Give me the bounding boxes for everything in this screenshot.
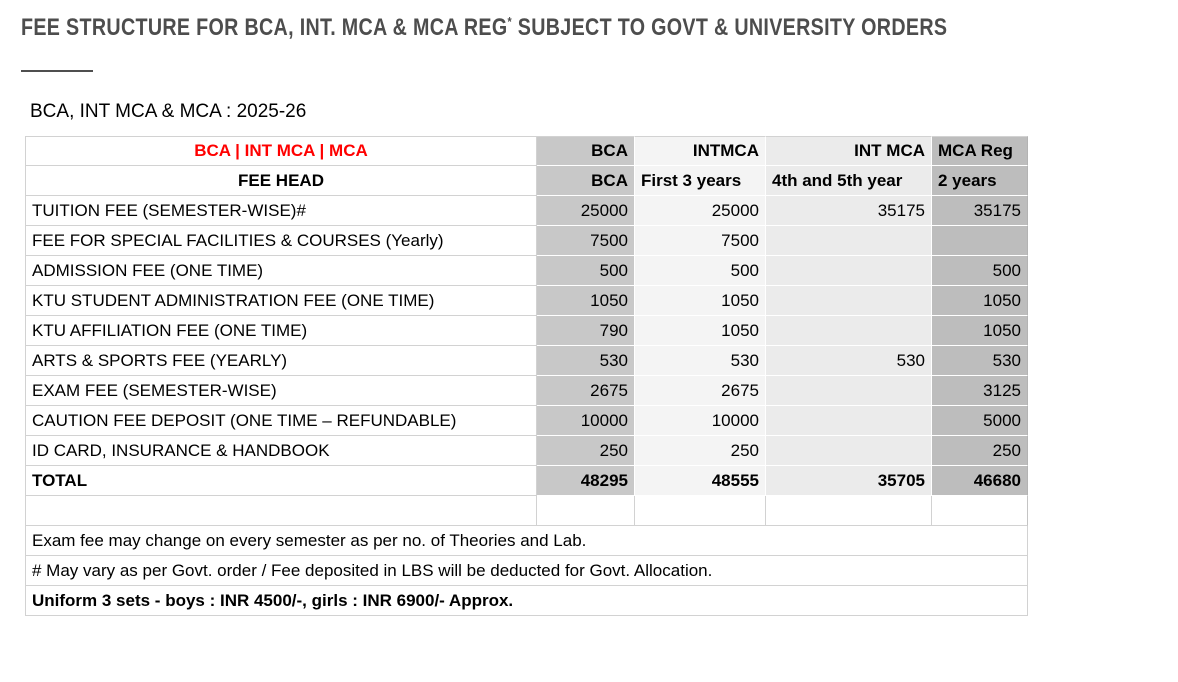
total-value-bca: 48295 [537, 466, 635, 496]
fee-value-cell: 530 [635, 346, 766, 376]
fee-value-cell: 7500 [635, 226, 766, 256]
fee-value-cell [766, 436, 932, 466]
page-title [21, 14, 947, 42]
fee-value-cell: 1050 [537, 286, 635, 316]
group-header-label: BCA | INT MCA | MCA [25, 136, 537, 166]
fee-value-cell: 500 [537, 256, 635, 286]
total-value-mca-reg: 46680 [932, 466, 1028, 496]
fee-table [25, 136, 1028, 616]
empty-spacer-row [25, 496, 1028, 526]
total-value-intmca: 48555 [635, 466, 766, 496]
fee-value-cell: 7500 [537, 226, 635, 256]
empty-cell [537, 496, 635, 526]
fee-row-label: ADMISSION FEE (ONE TIME) [25, 256, 537, 286]
subheader-bca: BCA [537, 166, 635, 196]
fee-value-cell: 250 [932, 436, 1028, 466]
fee-row-label: TUITION FEE (SEMESTER-WISE)# [25, 196, 537, 226]
fee-value-cell: 1050 [635, 286, 766, 316]
fee-structure-page [0, 14, 1178, 682]
table-group-header-row [25, 136, 1028, 166]
empty-cell [932, 496, 1028, 526]
page-title-superscript: * [507, 14, 512, 29]
total-value-int-mca: 35705 [766, 466, 932, 496]
fee-value-cell: 2675 [635, 376, 766, 406]
total-row [25, 466, 1028, 496]
fee-value-cell: 530 [766, 346, 932, 376]
fee-value-cell: 500 [932, 256, 1028, 286]
fee-value-cell: 790 [537, 316, 635, 346]
fee-value-cell [766, 316, 932, 346]
note-row-exam-fee [25, 526, 1028, 556]
fee-value-cell [766, 376, 932, 406]
page-title-main: FEE STRUCTURE FOR BCA, INT. MCA & MCA REG [21, 14, 508, 41]
fee-value-cell: 250 [537, 436, 635, 466]
fee-row-label: ARTS & SPORTS FEE (YEARLY) [25, 346, 537, 376]
empty-cell [635, 496, 766, 526]
subheader-4th-and-5th-year: 4th and 5th year [766, 166, 932, 196]
fee-value-cell [766, 286, 932, 316]
empty-cell [766, 496, 932, 526]
subheader-2-years: 2 years [932, 166, 1028, 196]
fee-value-cell [932, 226, 1028, 256]
fee-row-label: FEE FOR SPECIAL FACILITIES & COURSES (Yearly) [25, 226, 537, 256]
fee-value-cell: 1050 [635, 316, 766, 346]
subheader-first-3-years: First 3 years [635, 166, 766, 196]
total-label: TOTAL [25, 466, 537, 496]
fee-value-cell: 25000 [537, 196, 635, 226]
fee-row-admission [25, 256, 1028, 286]
fee-row-label: KTU STUDENT ADMINISTRATION FEE (ONE TIME) [25, 286, 537, 316]
fee-value-cell [766, 226, 932, 256]
fee-row-special-facilities [25, 226, 1028, 256]
page-title-rest: SUBJECT TO GOVT & UNIVERSITY ORDERS [511, 14, 948, 41]
fee-row-ktu-affiliation [25, 316, 1028, 346]
fee-row-label: CAUTION FEE DEPOSIT (ONE TIME – REFUNDABLE) [25, 406, 537, 436]
title-underline-rule [21, 70, 93, 72]
fee-value-cell: 3125 [932, 376, 1028, 406]
fee-row-label: KTU AFFILIATION FEE (ONE TIME) [25, 316, 537, 346]
fee-row-arts-sports [25, 346, 1028, 376]
column-header-bca: BCA [537, 136, 635, 166]
fee-value-cell: 1050 [932, 316, 1028, 346]
section-heading: BCA, INT MCA & MCA : 2025-26 [30, 101, 307, 122]
fee-value-cell [766, 406, 932, 436]
column-header-int-mca: INT MCA [766, 136, 932, 166]
empty-cell [25, 496, 537, 526]
fee-row-tuition [25, 196, 1028, 226]
note-text: Uniform 3 sets - boys : INR 4500/-, girls : INR 6900/- Approx. [25, 586, 1028, 616]
fee-value-cell: 10000 [635, 406, 766, 436]
fee-row-label: ID CARD, INSURANCE & HANDBOOK [25, 436, 537, 466]
fee-value-cell [766, 256, 932, 286]
page-title-wrap [21, 14, 1178, 42]
fee-value-cell: 250 [635, 436, 766, 466]
column-header-mca-reg: MCA Reg [932, 136, 1028, 166]
column-header-intmca: INTMCA [635, 136, 766, 166]
table-subheader-row [25, 166, 1028, 196]
note-text: Exam fee may change on every semester as per no. of Theories and Lab. [25, 526, 1028, 556]
fee-row-exam [25, 376, 1028, 406]
fee-value-cell: 10000 [537, 406, 635, 436]
fee-row-label: EXAM FEE (SEMESTER-WISE) [25, 376, 537, 406]
fee-value-cell: 530 [932, 346, 1028, 376]
fee-value-cell: 1050 [932, 286, 1028, 316]
note-row-govt-order [25, 556, 1028, 586]
fee-value-cell: 2675 [537, 376, 635, 406]
note-text: # May vary as per Govt. order / Fee deposited in LBS will be deducted for Govt. Allocation. [25, 556, 1028, 586]
fee-row-ktu-student-admin [25, 286, 1028, 316]
fee-value-cell: 5000 [932, 406, 1028, 436]
fee-value-cell: 35175 [932, 196, 1028, 226]
fee-row-caution-deposit [25, 406, 1028, 436]
fee-value-cell: 530 [537, 346, 635, 376]
fee-head-label: FEE HEAD [25, 166, 537, 196]
fee-value-cell: 25000 [635, 196, 766, 226]
fee-row-id-card [25, 436, 1028, 466]
fee-value-cell: 500 [635, 256, 766, 286]
note-row-uniform [25, 586, 1028, 616]
fee-value-cell: 35175 [766, 196, 932, 226]
